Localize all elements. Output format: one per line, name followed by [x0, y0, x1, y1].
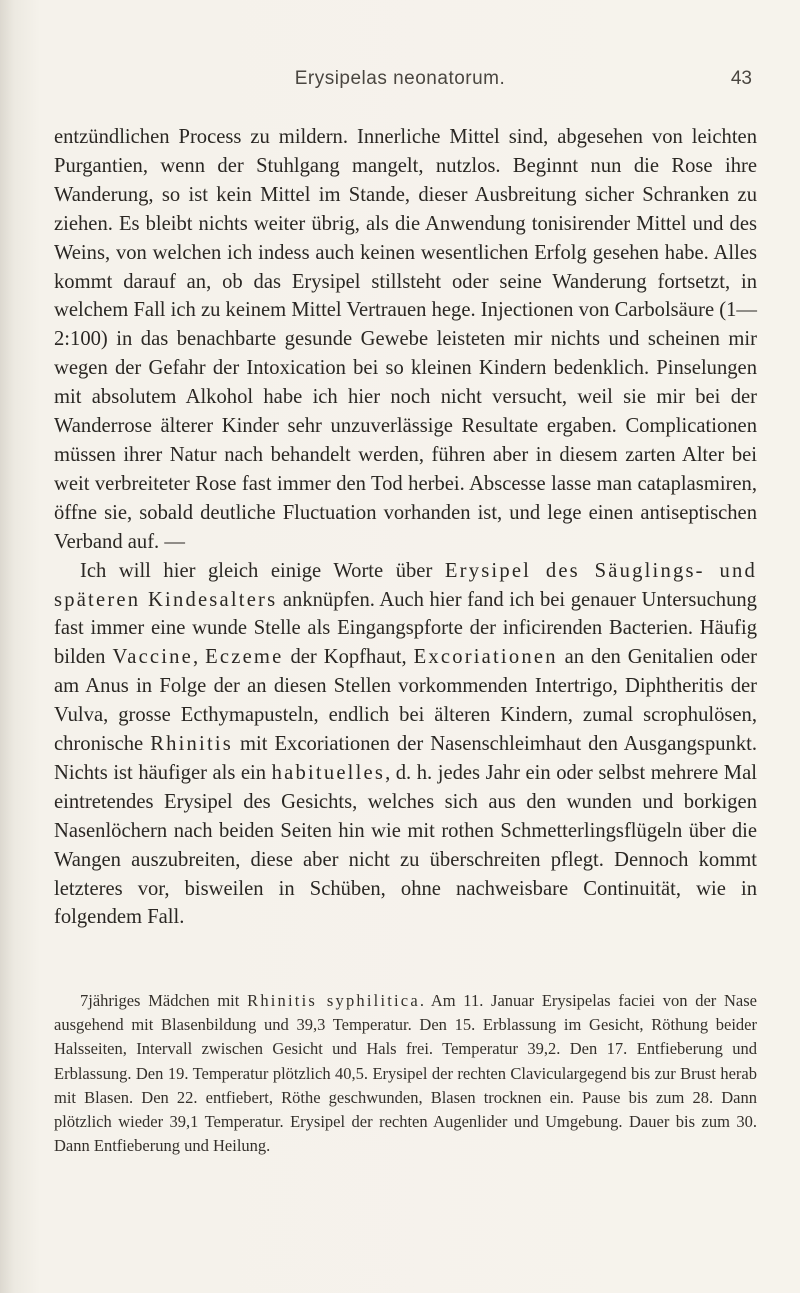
emphasis-eczeme: Eczeme [205, 646, 284, 669]
page-number: 43 [730, 68, 752, 89]
text-run: mit Excoriationen der Nasenschleimhaut den Ausgangspunkt. Nichts ist häufiger als ein [54, 733, 757, 784]
case-report [54, 989, 757, 1158]
emphasis-rhinitis: Rhinitis [150, 733, 234, 756]
emphasis-excoriationen: Excoriationen [413, 646, 558, 669]
text-run: der Kopfhaut, [283, 646, 414, 669]
paragraph-erysipel-kindesalter [54, 557, 757, 933]
running-title: Erysipelas neonatorum. [294, 68, 506, 89]
body-text [54, 123, 757, 932]
emphasis-erysipel-saeugling: Erysipel des Säuglings- und späteren Kindesalters [54, 559, 757, 611]
case-report-text [54, 989, 757, 1158]
text-run: Ich will hier gleich einige Worte über [80, 559, 445, 582]
text-run: , d. h. jedes Jahr ein oder selbst mehrere Mal eintretendes Erysipel des Gesichts, welches sich aus den wunden und borkigen Nasenlöchern nach beiden Seiten hin wie mit rothen Schmetterlingsflügeln über die Wangen auszubreiten, diese aber nicht zu überschreiten pflegt. Dennoch kommt letzteres vor, bisweilen in Schüben, ohne nachweisbare Continuität, wie in folgendem Fall. [54, 761, 757, 929]
emphasis-vaccine: Vaccine [112, 646, 194, 669]
emphasis-habituelles: habituelles [271, 761, 386, 784]
text-run: , [193, 646, 206, 669]
paragraph-continuation: entzündlichen Process zu mildern. Innerliche Mittel sind, abgesehen von leichten Purgantien, wenn der Stuhlgang mangelt, nutzlos. Beginnt nun die Rose ihre Wanderung, so ist kein Mittel im Stande, dieser Ausbreitung sicher Schranken zu ziehen. Es bleibt nichts weiter übrig, als die Anwendung tonisirender Mittel und des Weins, von welchen ich indess auch keinen wesentlichen Erfolg gesehen habe. Alles kommt darauf an, ob das Erysipel stillsteht oder seine Wanderung fortsetzt, in welchem Fall ich zu keinem Mittel Vertrauen hege. Injectionen von Carbolsäure (1—2:100) in das benachbarte gesunde Gewebe leisteten mir nichts und scheinen mir wegen der Gefahr der Intoxication bei so kleinen Kindern bedenklich. Pinselungen mit absolutem Alkohol habe ich hier noch nicht versucht, weil sie mir bei der Wanderrose älterer Kinder sehr unzuverlässige Resultate ergaben. Complicationen müssen ihrer Natur nach behandelt werden, führen aber in diesem zarten Alter bei weit verbreiteter Rose fast immer den Tod herbei. Abscesse lasse man cataplasmiren, öffne sie, sobald deutliche Fluctuation vorhanden ist, und lege einen antiseptischen Verband auf. — [54, 126, 758, 553]
text-run: anknüpfen. Auch hier fand ich bei genauer Untersuchung fast immer eine wunde Stelle als Eingangspforte der inficirenden Bacterien. Häufig bilden [54, 588, 757, 669]
text-run: . Am 11. Januar Erysipelas faciei von der Nase ausgehend mit Blasenbildung und 39,3 Temperatur. Den 15. Erblassung im Gesicht, Röthung beider Halsseiten, Intervall zwischen Gesicht und Hals frei. Temperatur 39,2. Den 17. Entfieberung und Erblassung. Den 19. Temperatur plötzlich 40,5. Erysipel der rechten Claviculargegend bis zur Brust herab mit Blasen. Den 22. entfiebert, Röthe geschwunden, Blasen trocknen ein. Pause bis zum 28. Dann plötzlich wieder 39,1 Temperatur. Erysipel der rechten Augenlider und Umgebung. Dauer bis zum 30. Dann Entfieberung und Heilung. [54, 991, 757, 1156]
page-header [0, 68, 800, 98]
text-run: 7jähriges Mädchen mit [80, 991, 248, 1010]
emphasis-rhinitis-syphilitica: Rhinitis syphilitica [247, 991, 420, 1010]
text-run: an den Genitalien oder am Anus in Folge der an diesen Stellen vorkommenden Intertrigo, Diphtheritis der Vulva, grosse Ecthymapusteln, endlich bei älteren Kindern, zumal scrophulösen, chronische [54, 646, 758, 756]
